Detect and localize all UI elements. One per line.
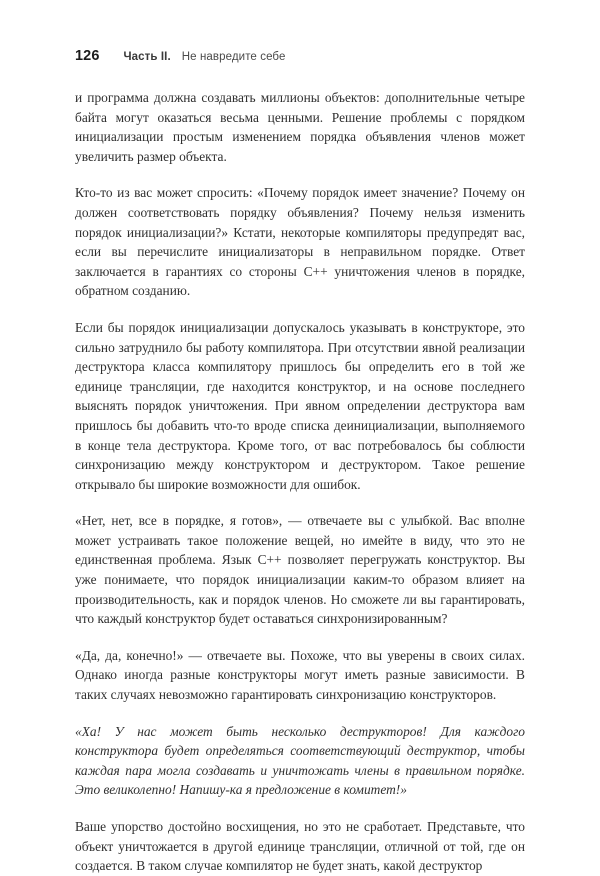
body-text-block [75, 88, 525, 876]
paragraph-4: «Нет, нет, все в порядке, я готов», — отвечаете вы с улыбкой. Вас вполне может устраивать такое положение вещей, но имейте в виду, что это не единственная проблема. Язык C++ позволяет перегружать конструктор. Вы уже понимаете, что порядок инициализации каким-то образом влияет на производительность, как и порядок членов. Но сможете ли вы гарантировать, что каждый конструктор будет оставаться синхронизированным? [75, 513, 525, 627]
paragraph-7: Ваше упорство достойно восхищения, но это не сработает. Представьте, что объект уничтожается в другой единице трансляции, отличной от той, где он создается. В таком случае компилятор не будет знать, какой деструктор [75, 819, 525, 874]
paragraph-6-quote: «Ха! У нас может быть несколько деструкторов! Для каждого конструктора будет определяться соответствующий деструктор, чтобы каждая пара могла создавать и уничтожать члены в правильном порядке. Это великолепно! Напишу-ка я предложение в комитет!» [75, 723, 525, 798]
running-head-title: Не навредите себе [181, 51, 286, 63]
paragraph-3: Если бы порядок инициализации допускалось указывать в конструкторе, это сильно затруднило бы работу компилятора. При отсутствии явной реализации деструктора класса компилятору пришлось бы определить его в той же единице трансляции, где находится конструктор, и на основе последнего выяснять порядок уничтожения. При явном определении деструктора вам пришлось бы добавить что-то вроде списка деинициализации, выполняемого в конце тела деструктора. Кроме того, от вас потребовалось бы соблюсти синхронизацию между конструктором и деструктором. Такое решение открывало бы широкие возможности для ошибок. [75, 319, 525, 492]
running-head [75, 48, 525, 68]
running-head-part: Часть II. [123, 51, 171, 63]
paragraph-1: и программа должна создавать миллионы объектов: дополнительные четыре байта могут оказаться весьма ценными. Решение проблемы с порядком инициализации простым изменением порядка объявления членов может увеличить размер объекта. [75, 90, 525, 164]
paragraph-5: «Да, да, конечно!» — отвечаете вы. Похоже, что вы уверены в своих силах. Однако иногда разные конструкторы могут иметь разные зависимости. В таких случаях невозможно гарантировать синхронизацию конструкторов. [75, 647, 525, 703]
paragraph-2: Кто-то из вас может спросить: «Почему порядок имеет значение? Почему он должен соответствовать порядку объявления? Почему нельзя изменить порядок инициализации?» Кстати, некоторые компиляторы предупредят вас, если вы перечислите инициализаторы в неправильном порядке. Ответ заключается в гарантиях со стороны C++ уничтожения членов в порядке, обратном созданию. [75, 185, 525, 299]
page-number: 126 [75, 48, 100, 64]
